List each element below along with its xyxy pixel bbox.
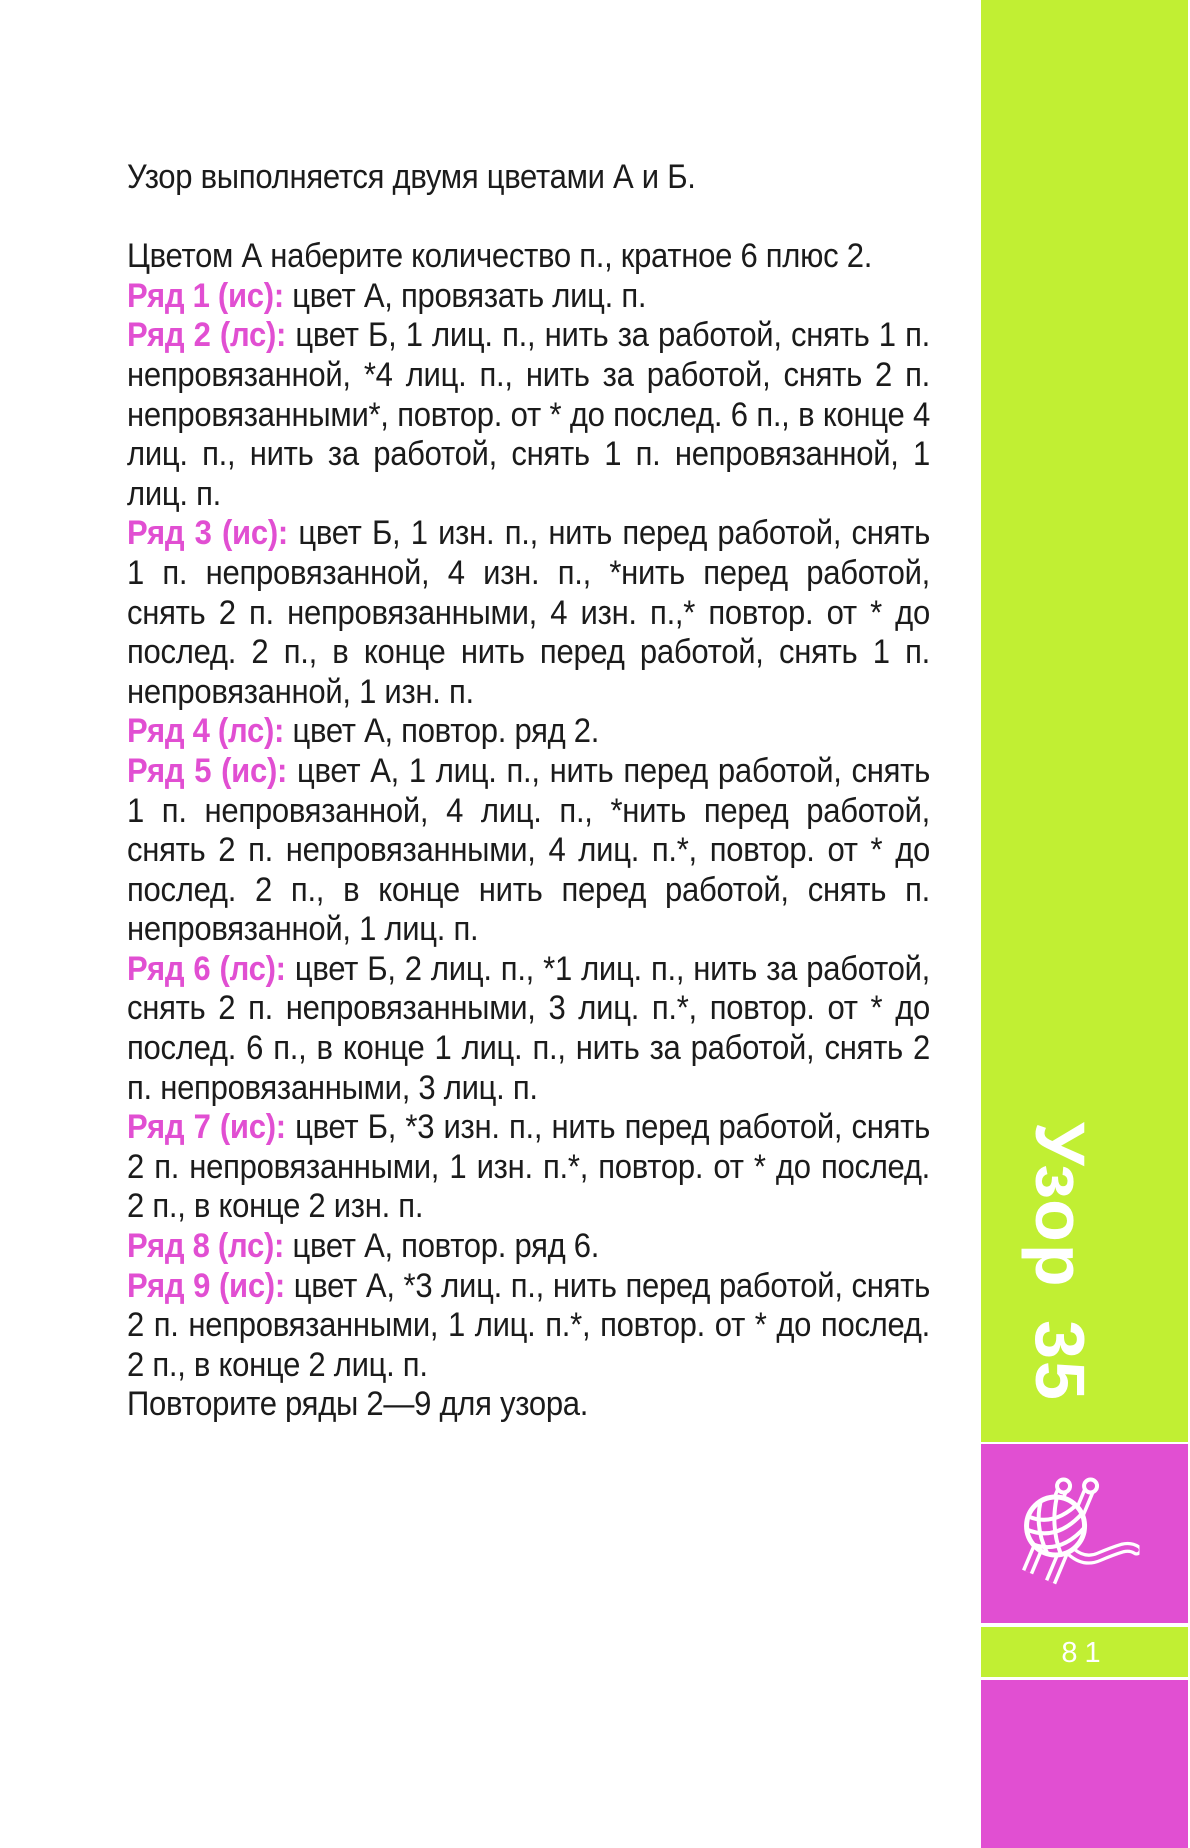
row-label: Ряд 6 (лс): [127,949,286,988]
pattern-row [127,514,930,712]
row-text: цвет Б, *3 изн. п., нить перед работой, снять 2 п. непровязанными, 1 изн. п.*, повтор. от * до послед. 2 п., в конце 2 изн. п. [127,1108,930,1226]
row-label: Ряд 7 (ис): [127,1108,286,1147]
rows-host [127,277,930,1386]
page-number-block [981,1627,1188,1677]
footer-color-block [981,1680,1188,1848]
page-number: 81 [1061,1637,1108,1669]
pattern-row [127,316,930,514]
row-label: Ряд 3 (ис): [127,514,288,553]
pattern-tab-label: Узор 35 [1021,1122,1099,1402]
row-label: Ряд 9 (ис): [127,1266,285,1305]
pattern-row [127,950,930,1108]
cast-on-paragraph: Цветом А наберите количество п., кратное 6 плюс 2. [127,237,873,276]
intro-paragraph: Узор выполняется двумя цветами А и Б. [127,158,696,196]
row-text: цвет Б, 2 лиц. п., *1 лиц. п., нить за работой, снять 2 п. непровязанными, 3 лиц. п.*, повтор. от * до послед. 6 п., в конце 1 лиц. п., нить за работой, снять 2 п. непровязанными, 3 лиц. п. [127,949,930,1107]
row-text: цвет А, повтор. ряд 6. [292,1227,600,1266]
yarn-ball-icon [1015,1476,1139,1592]
pattern-row [127,1227,930,1267]
yarn-icon-block [981,1444,1188,1623]
row-label: Ряд 8 (лс): [127,1227,285,1266]
pattern-row [127,752,930,950]
row-label: Ряд 1 (ис): [127,276,284,315]
row-text: цвет Б, 1 изн. п., нить перед работой, снять 1 п. непровязанной, 4 изн. п., *нить перед работой, снять 2 п. непровязанными, 4 изн. п.,* повтор. от * до послед. 2 п., в конце нить перед работой, снять 1 п. непровязанной, 1 изн. п. [127,514,930,711]
pattern-instructions [127,158,930,1425]
row-text: цвет А, *3 лиц. п., нить перед работой, снять 2 п. непровязанными, 1 лиц. п.*, повтор. от * до послед. 2 п., в конце 2 лиц. п. [127,1266,931,1384]
outro-paragraph: Повторите ряды 2—9 для узора. [127,1385,589,1424]
pattern-row [127,1267,930,1386]
pattern-row [127,277,930,317]
row-text: цвет А, 1 лиц. п., нить перед работой, снять 1 п. непровязанной, 4 лиц. п., *нить перед работой, снять 2 п. непровязанными, 4 лиц. п.*, повтор. от * до послед. 2 п., в конце нить перед работой, снять п. непровязанной, 1 лиц. п. [127,751,930,949]
row-label: Ряд 5 (ис): [127,751,288,790]
row-text: цвет Б, 1 лиц. п., нить за работой, снять 1 п. непровязанной, *4 лиц. п., нить за работой, снять 2 п. непровязанными*, повтор. от * до послед. 6 п., в конце 4 лиц. п., нить за работой, снять 1 п. непровязанной, 1 лиц. п. [127,316,930,513]
row-text: цвет А, провязать лиц. п. [292,276,647,315]
row-label: Ряд 4 (лс): [127,712,285,751]
row-label: Ряд 2 (лс): [127,316,287,355]
pattern-row [127,1108,930,1227]
row-text: цвет А, повтор. ряд 2. [292,712,600,751]
yarn-thread [1071,1547,1136,1559]
pattern-row [127,712,930,752]
